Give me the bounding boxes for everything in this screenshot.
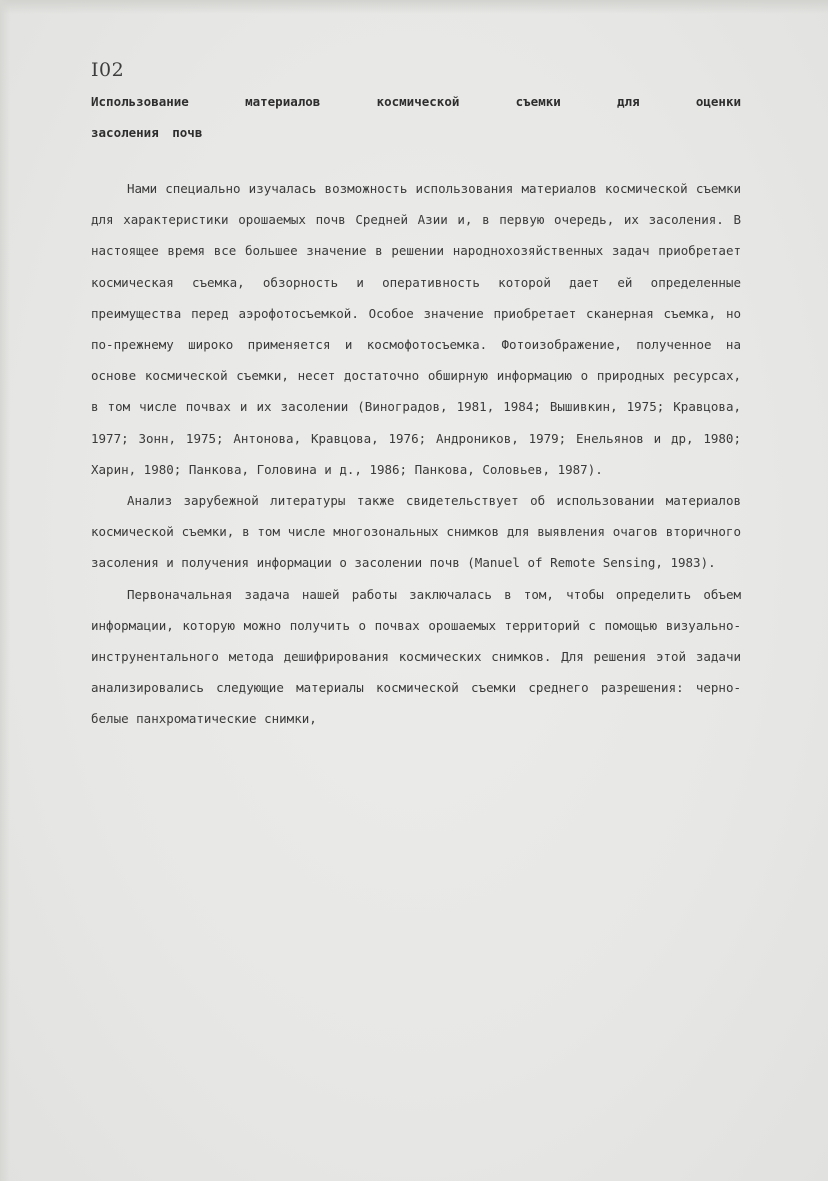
section-title-line-2: засоления почв	[91, 125, 203, 140]
section-title	[91, 86, 741, 148]
paragraph-1: Нами специально изучалась возможность использования материалов космической съемки для характеристики орошаемых почв Средней Азии и, в первую очередь, их засоления. В настоящее время все большее значение в решении народнохозяйственных задач приобретает космическая съемка, обзорность и оперативность которой дает ей определенные преимущества перед аэрофотосъемкой. Особое значение приобретает сканерная съемка, но по-прежнему широко применяется и космофотосъемка. Фотоизображение, полученное на основе космической съемки, несет достаточно обширную информацию о природных ресурсах, в том числе почвах и их засолении (Виноградов, 1981, 1984; Вышивкин, 1975; Кравцова, 1977; Зонн, 1975; Антонова, Кравцова, 1976; Андроников, 1979; Енельянов и др, 1980; Харин, 1980; Панкова, Головина и д., 1986; Панкова, Соловьев, 1987).	[91, 181, 741, 477]
paragraph-2: Анализ зарубежной литературы также свидетельствует об использовании материалов космической съемки, в том числе многозональных снимков для выявления очагов вторичного засоления и получения информации о засолении почв (Manuel of Remote Sensing, 1983).	[91, 493, 741, 571]
page-number: I02	[91, 59, 125, 81]
paragraph-3: Первоначальная задача нашей работы заключалась в том, чтобы определить объем информации, которую можно получить о почвах орошаемых территорий с помощью визуально-инструнентального метода дешифрирования космических снимков. Для решения этой задачи анализировались следующие материалы космической съемки среднего разрешения: черно-белые панхроматические снимки,	[91, 586, 741, 727]
page-text	[91, 86, 741, 735]
section-title-line-1: Использование материалов космической съемки для оценки	[91, 94, 741, 109]
